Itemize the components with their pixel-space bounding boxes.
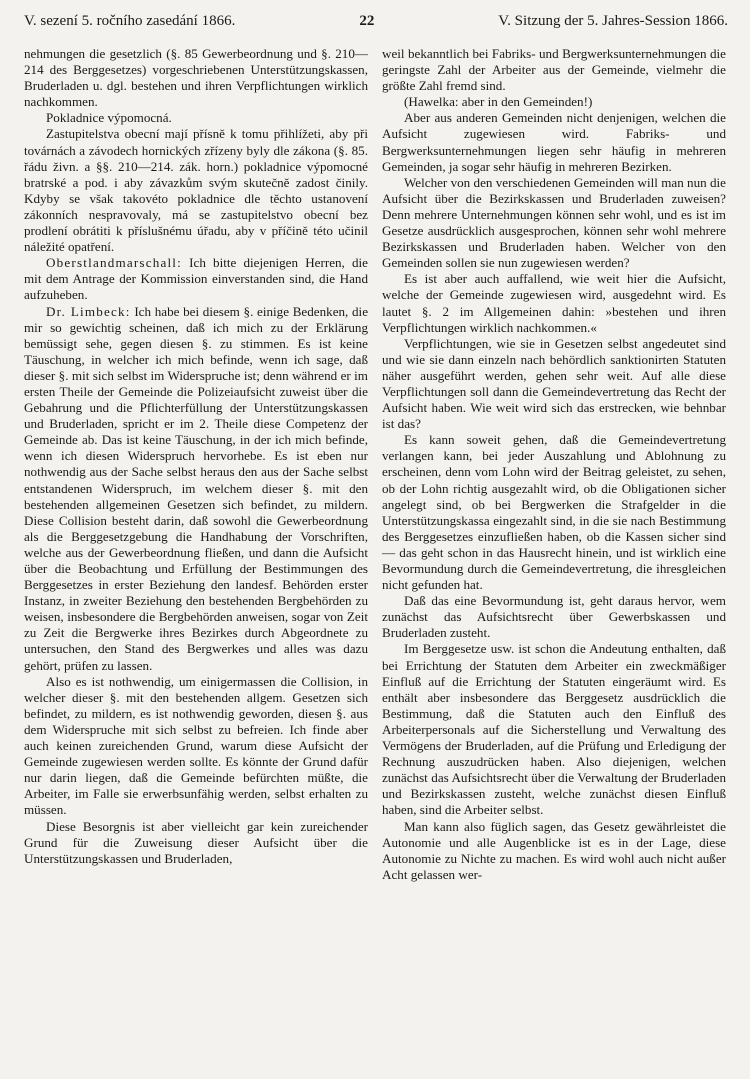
paragraph: Es ist aber auch auffallend, wie weit hier die Aufsicht, welche der Gemeinde zugewiesen wird, ausgedehnt wird. Es lautet §. 2 im Allgemeinen dahin: »bestehen und ihren Verpflichtungen wirklich nachkommen.« bbox=[382, 271, 726, 335]
paragraph: Im Berggesetze usw. ist schon die Andeutung enthalten, daß bei Errichtung der Statuten dem Arbeiter ein zweckmäßiger Einfluß auf die Errichtung der Statuten eingeräumt wird. Es enthält aber insbesondere das Berggesetz ausdrücklich die Bestimmung, daß die Statuten auch den Einfluß des Arbeiterpersonals auf die Sicherstellung und Verwaltung des Vermögens der Bruderladen, auf die Prüfung und Erledigung der Rechnung auszudrücken haben. Also diejenigen, welchen zunächst das Aufsichtsrecht über die Verwaltung der Bruderladen und Bezirkskassen zusteht, welche zunächst diesen Einfluß haben, sind die Arbeiter selbst. bbox=[382, 641, 726, 818]
right-column bbox=[382, 46, 726, 883]
paragraph: Es kann soweit gehen, daß die Gemeindevertretung verlangen kann, bei jeder Auszahlung und Ablohnung zu erscheinen, denn vom Lohn wird der Beitrag geleistet, zu sehen, ob der Lohn richtig ausgezahlt wird, ob die Obligationen sicher angelegt sind, ob bei Bergwerken die Strafgelder in die Unterstützungskassa eingezahlt sind, in die sie nach Bestimmung des Berggesetzes einzufließen haben, ob die Kassen sicher sind — das geht schon in das Hausrecht hinein, und ist wirklich eine Bevormundung durch die Gemeindevertretung, die ihresgleichen nicht gefunden hat. bbox=[382, 432, 726, 593]
header-left: V. sezení 5. ročního zasedání 1866. bbox=[24, 13, 236, 29]
page-header bbox=[24, 12, 728, 30]
section-heading: Pokladnice výpomocná. bbox=[46, 110, 172, 126]
header-right: V. Sitzung der 5. Jahres-Session 1866. bbox=[498, 13, 728, 29]
speaker-name: Dr. Limbeck: bbox=[46, 303, 131, 319]
paragraph: weil bekanntlich bei Fabriks- und Bergwerksunternehmungen die geringste Zahl der Arbeiter aus der Gemeinde, vielmehr die größte Zahl fremd sind. bbox=[382, 46, 726, 94]
paragraph bbox=[24, 255, 368, 303]
paragraph: Zastupitelstva obecní mají přísně k tomu přihlížeti, aby při továrnách a závodech hornických zřízeny byly dle zákona (§. 85. řádu živn. a §§. 210—214. zák. horn.) pokladnice výpomocné bratrské a pod. i aby závazkům svým skutečně zadost činily. Kdyby se však takovéto pokladnice dle těchto ustanovení zákonních nespravovaly, má se zastupitelstvo obecní bez prodlení obrátiti k příslušnému úřadu, aby v příčině této učinil náležité opatření. bbox=[24, 126, 368, 255]
speech-text: Ich habe bei diesem §. einige Bedenken, die mir so gewichtig scheinen, daß ich mich zu der Erklärung bemüssigt sehe, gegen diesen §. zu stimmen. Es ist keine Täuschung, in welcher ich mich befinde, wenn ich sage, daß dieser §. mit sich selbst im Widerspruche ist; denn während er im ersten Theile der Gemeinde die Polizeiaufsicht zuweist über die Gebahrung und die Pflichterfüllung der Unterstützungskassen und Bruderladen, spricht er im 2. Theile diese Competenz der Gemeinde ab. Das ist keine Täuschung, in der ich mich befinde, wenn ich diesen Widerspruch hervorhebe. Es ist eben nur nothwendig aus der Sache selbst heraus den aus der Sache selbst entstandenen Widerspruch, im welchem dieser §. mit den bestehenden allgemeinen Gesetzen sich befindet, zu mildern. Diese Collision besteht darin, daß sowohl die Gewerbeordnung als die Berggesetzgebung die Handhabung der Vorschriften, welche aus der Gewerbeordnung fließen, und dann die Aufsicht über die Beobachtung und Erfüllung der Bestimmungen des Berggesetzes in erster Beziehung den landesf. Behörden erster Instanz, in zweiter Beziehung den bestehenden Bergbehörden zu weisen, insbesondere die Bergbehörden anweisen, sogar von Zeit zu Zeit die Bergwerke ihres Bezirkes durch Abgeordnete zu untersuchen, den Stand des Bergwerkes und alles was dazu gehört, prüfen zu lassen. bbox=[24, 303, 369, 673]
paragraph: Welcher von den verschiedenen Gemeinden will man nun die Aufsicht über die Bezirkskassen und Bruderladen zuweisen? Denn mehrere Unternehmungen können sehr wohl, und es ist im Gesetze ausdrücklich ausgesprochen, können sehr wohl mehrere Bezirkskassen und Bruderladen haben. Welcher von den Gemeinden sollen sie nun zugewiesen werden? bbox=[382, 174, 726, 271]
paragraph: Verpflichtungen, wie sie in Gesetzen selbst angedeutet sind und wie sie dann einzeln nach behördlich sanktionirten Statuten näher ausgeführt werden, gehen sehr weit. Auf alle diese Verpflichtungen soll dann die Gemeindevertretung das Recht der Aufsicht haben. Wie weit wird sich das erstrecken, wie behnbar ist das? bbox=[382, 335, 726, 432]
paragraph: Man kann also füglich sagen, das Gesetz gewährleistet die Autonomie und alle Augenblicke ist es in der Lage, diese Autonomie zu Nichte zu machen. Es wird wohl auch nicht außer Acht gelassen wer- bbox=[382, 818, 726, 882]
left-column bbox=[24, 46, 368, 883]
page-number: 22 bbox=[359, 13, 375, 29]
paragraph: Also es ist nothwendig, um einigermassen die Collision, in welcher dieser §. mit den bestehenden allgem. Gesetzen sich befindet, zu mildern, es ist nothwendig geworden, diesen §. aus dem Widerspruche mit sich selbst zu befreien. Ich finde aber auch keinen zureichenden Grund, warum diese Aufsicht der Gemeinde zugewiesen werden sollte. Es könnte der Grund dafür nur darin liegen, daß die Gemeinde befürchten müßte, die Arbeiter, im Falle sie erwerbsunfähig werden, selbst erhalten zu müssen. bbox=[24, 673, 368, 818]
speaker-name: Oberstlandmarschall: bbox=[46, 255, 182, 271]
interjection: (Hawelka: aber in den Gemeinden!) bbox=[404, 94, 593, 110]
paragraph bbox=[24, 304, 368, 674]
paragraph: Aber aus anderen Gemeinden nicht denjenigen, welchen die Aufsicht zugewiesen wird. Fabriks- und Bergwerksunternehmungen liegen sehr häufig in mehreren Gemeinden, ja sogar sehr häufig in mehreren Bezirken. bbox=[382, 110, 726, 174]
speech-text: Ich bitte diejenigen Herren, die mit dem Antrage der Kommission einverstanden sind, die Hand aufzuheben. bbox=[24, 255, 368, 303]
paragraph: nehmungen die gesetzlich (§. 85 Gewerbeordnung und §. 210—214 des Berggesetzes) vorgeschriebenen Unterstützungskassen, Bruderladen u. dgl. bestehen und ihren Verpflichtungen wirklich nachkommen. bbox=[24, 46, 368, 110]
paragraph: Diese Besorgnis ist aber vielleicht gar kein zureichender Grund für die Zuweisung dieser Aufsicht über die Unterstützungskassen und Bruderladen, bbox=[24, 818, 368, 866]
text-columns bbox=[24, 46, 728, 883]
paragraph: Daß das eine Bevormundung ist, geht daraus hervor, wem zunächst das Aufsichtsrecht über Gewerbskassen und Bruderladen zusteht. bbox=[382, 593, 726, 641]
